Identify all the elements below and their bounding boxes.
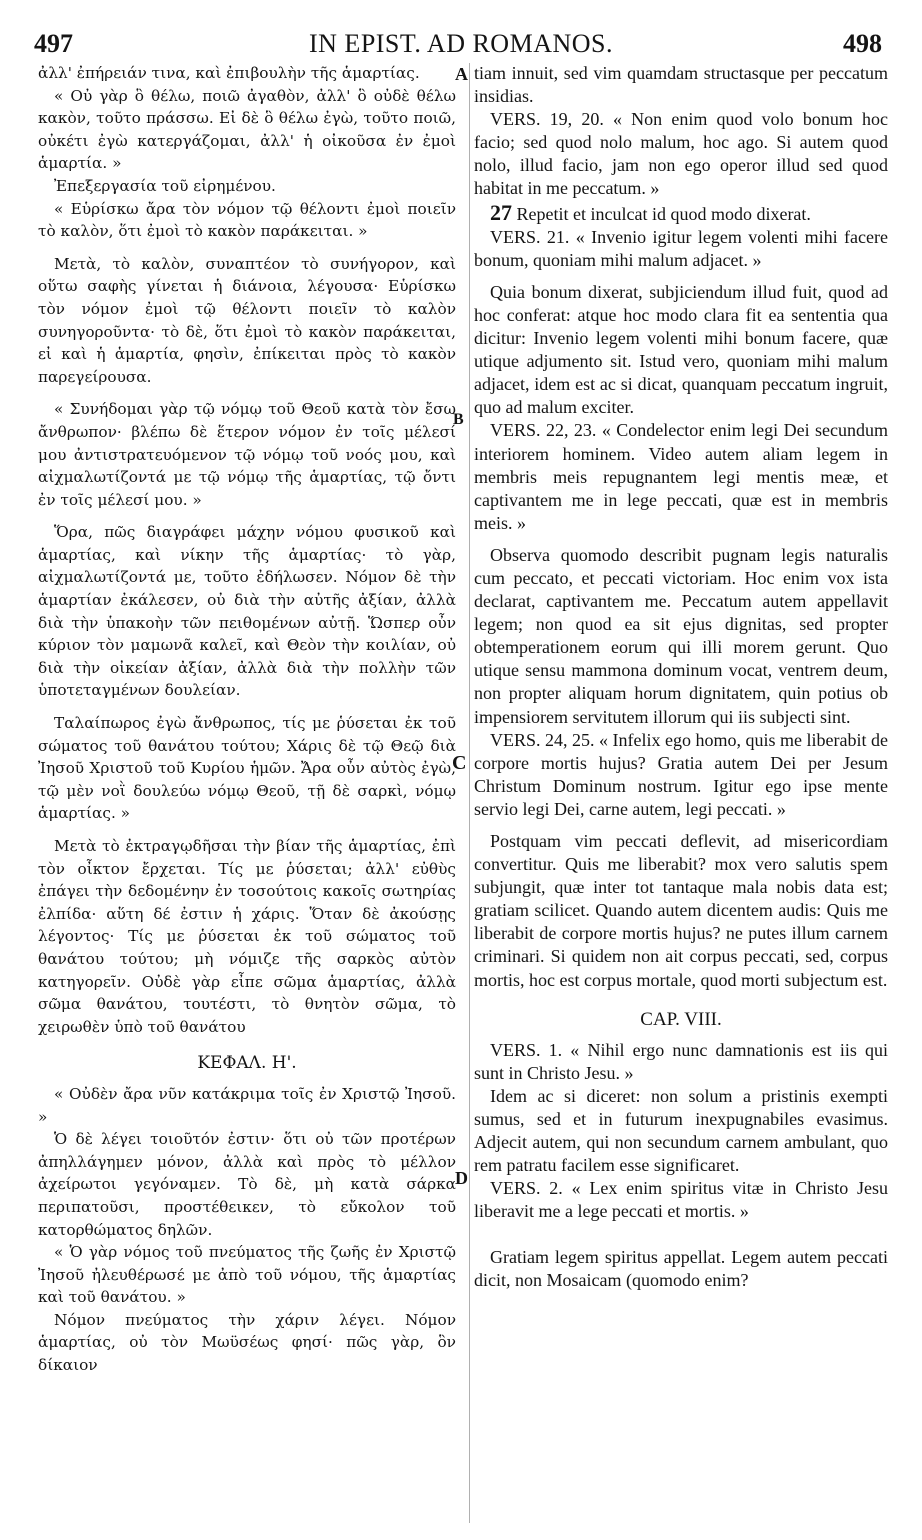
greek-column xyxy=(38,62,456,1377)
latin-paragraph: VERS. 1. « Nihil ergo nunc damnationis est iis qui sunt in Christo Jesu. » xyxy=(474,1039,888,1083)
greek-paragraph: « Εὑρίσκω ἄρα τὸν νόμον τῷ θέλοντι ἐμοὶ ποιεῖν τὸ καλὸν, ὅτι ἐμοὶ τὸ κακὸν παράκειται. » xyxy=(38,199,456,241)
margin-marker-a: A xyxy=(455,64,468,84)
latin-paragraph: Idem ac si diceret: non solum a pristinis exempti sumus, sed et in futurum inexpugnabiles evasimus. Adjecit autem, qui non secundum carnem ambulant, quo rem patratu facilem esse significaret. xyxy=(474,1085,888,1176)
latin-paragraph xyxy=(474,201,888,226)
latin-text: Repetit et inculcat id quod modo dixerat. xyxy=(516,203,811,224)
greek-paragraph: Μετὰ τὸ ἐκτραγῳδῆσαι τὴν βίαν τῆς ἁμαρτίας, ἐπὶ τὸν οἶκτον ἔρχεται. Τίς με ῥύσεται; ἀλλ' εὐθὺς ἐπάγει τὴν δεδομένην ἐν τοσούτοις κακοῖς σωτηρίας ἐλπίδα· αὕτη δέ ἐστιν ἡ χάρις. Ὅταν δὲ ἀκούσῃς λέγοντος· Τίς με ῥύσεται ἐκ τοῦ σώματος τοῦ θανάτου τούτου; μὴ νόμιζε τῆς σαρκὸς αὐτὸν κατηγορεῖν. Οὐδὲ γὰρ εἶπε σῶμα ἁμαρτίας, ἀλλὰ σῶμα θανάτου, τουτέστι, τὸ θνητὸν σῶμα, τὸ χειρωθὲν ὑπὸ τοῦ θανάτου xyxy=(38,837,456,1036)
greek-paragraph: « Συνήδομαι γὰρ τῷ νόμῳ τοῦ Θεοῦ κατὰ τὸν ἔσω ἄνθρωπον· βλέπω δὲ ἕτερον νόμον ἐν τοῖς μέλεσί μου ἀντιστρατευόμενον τῷ νόμῳ τοῦ νοός μου, καὶ αἰχμαλωτίζοντά με τῷ νόμῳ τῆς ἁμαρτίας, τῷ ὄντι ἐν τοῖς μέλεσί μου. » xyxy=(38,400,456,509)
latin-paragraph: Gratiam legem spiritus appellat. Legem autem peccati dicit, non Mosaicam (quomodo enim? xyxy=(474,1246,888,1290)
greek-paragraph: Ὅρα, πῶς διαγράφει μάχην νόμου φυσικοῦ καὶ ἁμαρτίας, καὶ νίκην τῆς ἁμαρτίας· τὸ γὰρ, αἰχμαλωτίζοντά με, τοῦτο ἐδήλωσεν. Νόμον δὲ τὴν ἁμαρτίαν ἐκάλεσεν, οὐ διὰ τὴν αὐτῆς ἀξίαν, ἀλλὰ διὰ τὴν ὑπακοὴν τῶν πειθομένων αὐτῇ. Ὥσπερ οὖν κύριον τὸν μαμωνᾶ καλεῖ, καὶ Θεὸν τὴν κοιλίαν, οὐ διὰ τὴν οἰκείαν ἀξίαν, ἀλλὰ διὰ τὴν πολλὴν τῶν ὑποτεταγμένων δουλείαν. xyxy=(38,523,456,700)
greek-paragraph: Νόμον πνεύματος τὴν χάριν λέγει. Νόμον ἁμαρτίας, οὐ τὸν Μωϋσέως φησί· πῶς γὰρ, ὃν δίκαιον xyxy=(38,1310,456,1375)
margin-marker-d: D xyxy=(455,1168,468,1188)
greek-chapter-heading: ΚΕΦΑΛ. Η'. xyxy=(197,1053,297,1074)
latin-paragraph: Observa quomodo describit pugnam legis naturalis cum peccato, et peccati victoriam. Hoc enim vox ista declarat, captivantem me. Peccatum autem appellavit legem; non quod ea sit ejus dignitas, sed propter obtemperationem eorum qui illi morem gerunt. Quo utique sensu mammona dominum vocat, ventrem deum, non propter aliquam horum dignitatem, quin potius ob impensiorem servitutem illorum qui iis subjecti sint. xyxy=(474,544,888,727)
column-divider xyxy=(469,63,470,1523)
latin-paragraph: Quia bonum dixerat, subjiciendum illud fuit, quod ad hoc conferat: atque hoc modo clara fit ea sententia qua dicitur: Invenio legem volenti mihi bonum facere, quæ utique adjumento sit. Istud vero, quoniam mihi malum adjacet, idem est ac si dicat, quanquam peccatum ingruit, quo ad malum exciter. xyxy=(474,281,888,418)
latin-paragraph: VERS. 19, 20. « Non enim quod volo bonum hoc facio; sed quod nolo malum, hoc ago. Si autem quod nolo, illud facio, jam non ego operor illud sed quod habitat in me peccatum. » xyxy=(474,109,888,199)
latin-paragraph: tiam innuit, sed vim quamdam structasque per peccatum insidias. xyxy=(474,63,888,107)
left-page-number: 497 xyxy=(34,29,73,58)
latin-paragraph: VERS. 22, 23. « Condelector enim legi Dei secundum interiorem hominem. Video autem aliam legem in membris meis repugnantem legi mentis meæ, et captivantem me in lege peccati, quæ est in membris meis. » xyxy=(474,420,888,533)
latin-chapter-heading: CAP. VIII. xyxy=(640,1008,722,1030)
greek-paragraph: ἀλλ' ἐπήρειάν τινα, καὶ ἐπιβουλὴν τῆς ἁμαρτίας. xyxy=(38,64,420,82)
right-page-number: 498 xyxy=(843,29,882,58)
greek-paragraph: Ἐπεξεργασία τοῦ εἰρημένου. xyxy=(54,176,276,195)
latin-column xyxy=(474,62,888,1292)
greek-paragraph: Ταλαίπωρος ἐγὼ ἄνθρωπος, τίς με ῥύσεται ἐκ τοῦ σώματος τοῦ θανάτου τούτου; Χάρις δὲ τῷ Θεῷ διὰ Ἰησοῦ Χριστοῦ τοῦ Κυρίου ἡμῶν. Ἄρα οὖν αὐτὸς ἐγὼ, τῷ μὲν νοῒ δουλεύω νόμῳ Θεοῦ, τῇ δὲ σαρκὶ, νόμῳ ἁμαρτίας. » xyxy=(38,714,456,823)
greek-paragraph: « Ὁ γὰρ νόμος τοῦ πνεύματος τῆς ζωῆς ἐν Χριστῷ Ἰησοῦ ἠλευθέρωσέ με ἀπὸ τοῦ νόμου, τῆς ἁμαρτίας καὶ τοῦ θανάτου. » xyxy=(38,1243,456,1307)
greek-paragraph: « Οὐδὲν ἄρα νῦν κατάκριμα τοῖς ἐν Χριστῷ Ἰησοῦ. » xyxy=(38,1084,456,1126)
greek-paragraph: « Οὐ γὰρ ὃ θέλω, ποιῶ ἀγαθὸν, ἀλλ' ὃ οὐδὲ θέλω κακὸν, τοῦτο πράσσω. Εἰ δὲ ὃ θέλω ἐγὼ, τοῦτο ποιῶ, οὐκέτι ἐγὼ κατεργάζομαι, ἀλλ' ἡ οἰκοῦσα ἐν ἐμοὶ ἁμαρτία. » xyxy=(38,86,456,173)
latin-paragraph: VERS. 2. « Lex enim spiritus vitæ in Christo Jesu liberavit me a lege peccati et mortis. » xyxy=(474,1178,888,1222)
section-number: 27 xyxy=(490,199,512,225)
running-title: IN EPIST. AD ROMANOS. xyxy=(309,29,613,58)
greek-paragraph: Ὁ δὲ λέγει τοιοῦτόν ἐστιν· ὅτι οὐ τῶν προτέρων ἀπηλλάγημεν μόνον, ἀλλὰ καὶ πρὸς τὸ μέλλον ἀχείρωτοι γεγόναμεν. Τὸ δὲ, μὴ κατὰ σάρκα περιπατοῦσι, προστέθεικεν, τὸ εὔκολον τοῦ κατορθώματος δηλῶν. xyxy=(38,1130,456,1239)
latin-paragraph: VERS. 24, 25. « Infelix ego homo, quis me liberabit de corpore mortis hujus? Gratia autem Dei per Jesum Christum Dominum nostrum. Igitur ego ipse mente servio legi Dei, carne autem, legi peccati. » xyxy=(474,729,888,819)
greek-paragraph: Μετὰ, τὸ καλὸν, συναπτέον τὸ συνήγορον, καὶ οὕτω σαφὴς γίνεται ἡ διάνοια, λέγουσα· Εὑρίσκω τὸν νόμον ἐμοὶ τῷ θέλοντι ποιεῖν τὸ καλὸν συνηγοροῦντα· τὸ δὲ, ὅτι ἐμοὶ τὸ κακὸν παράκειται, εἰ καὶ ἡ ἁμαρτία, φησὶν, ἐπίκειται πρὸς τὸ κακὸν παρεγείρουσα. xyxy=(38,254,456,386)
margin-marker-b: B xyxy=(453,411,464,428)
latin-paragraph: VERS. 21. « Invenio igitur legem volenti mihi facere bonum, quoniam mihi malum adjacet. » xyxy=(474,226,888,270)
latin-paragraph: Postquam vim peccati deflevit, ad misericordiam convertitur. Quis me liberabit? mox vero salutis spem subjungit, quæ inter tot tantaque mala nobis data est; gratiam scilicet. Quando autem dicentem audis: Quis me liberabit de corpore mortis hujus? ne putes illum carnem criminari. Si quidem non ait corpus peccati, sed, corpus mortis, hoc est corpus mortale, quod morti subjectum est. xyxy=(474,831,888,990)
margin-marker-c: C xyxy=(452,752,467,774)
